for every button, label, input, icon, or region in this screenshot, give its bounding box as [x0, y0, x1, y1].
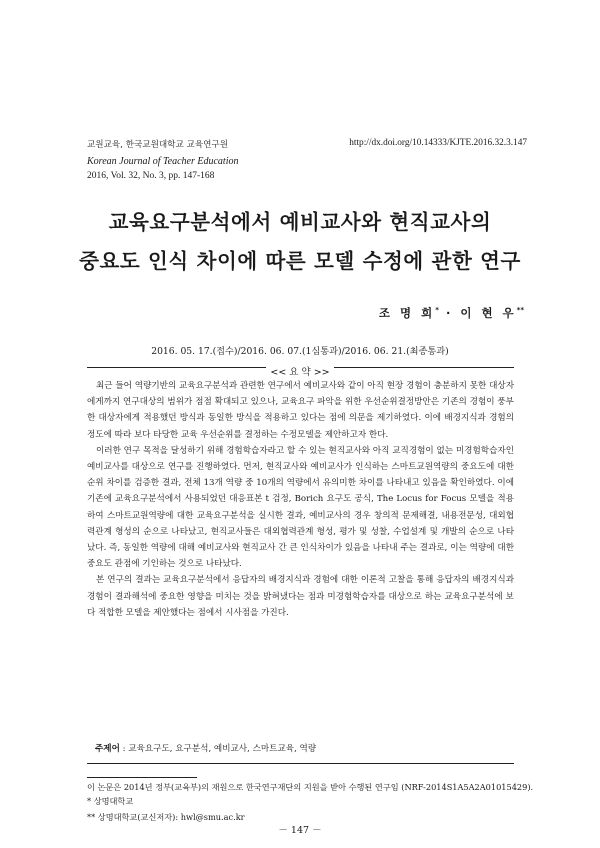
- footnote-funding: 이 논문은 2014년 정부(교육부)의 재원으로 한국연구재단의 지원을 받아 수행된 연구임 (NRF-2014S1A5A2A01015429).: [87, 782, 534, 792]
- abstract-paragraph-2: 이러한 연구 목적을 달성하기 위해 경험학습자라고 할 수 있는 현직교사와 아직 교직경험이 없는 미경험학습자인 예비교사를 대상으로 연구를 진행하였다. 먼저, 현직교사와 예비교사가 인식하는 스마트교원역량의 중요도에 대한 순위 차이를 검증한 결과, 전체 13개 역량 중 10개의 역량에서 유의미한 차이를 나타내고 있음을 확인하였다. 이에 기존에 교육요구분석에서 사용되었던 대응표본 t 검정, Borich 요구도 공식, The Locus for Focus 모델을 적용하여 스마트교원역량에 대한 교육요구분석을 실시한 결과, 예비교사의 경우 창의적 문제해결, 내용전문성, 대외협력관계 형성의 순으로 나타났고, 현직교사들은 대외협력관계 형성, 평가 및 성찰, 수업설계 및 개발의 순으로 나타났다. 즉, 동일한 역량에 대해 예비교사와 현직교사 간 큰 인식차이가 있음을 나타내 주는 결과로, 이는 역량에 대한 중요도 관점에 기인하는 것으로 나타났다.: [87, 445, 514, 570]
- keywords-separator: :: [119, 744, 129, 754]
- keywords-text: 교육요구도, 요구분석, 예비교사, 스마트교육, 역량: [128, 744, 317, 754]
- journal-name-ko: 교원교육, 한국교원대학교 교육연구원: [87, 140, 229, 150]
- footnotes: [87, 781, 533, 825]
- journal-header: [87, 138, 238, 185]
- volume-info: 2016, Vol. 32, No. 3, pp. 147-168: [87, 171, 215, 181]
- author-list: [379, 305, 524, 321]
- keywords-label: 주제어: [95, 744, 120, 754]
- footnote-rule: [87, 777, 197, 778]
- doi-link[interactable]: http://dx.doi.org/10.14333/KJTE.2016.32.3.147: [349, 138, 527, 148]
- keywords-bottom-rule: [87, 763, 514, 764]
- review-dates: 2016. 05. 17.(접수)/2016. 06. 07.(1심통과)/2016. 06. 21.(최종통과): [151, 346, 449, 357]
- keywords: [95, 742, 316, 754]
- page-number: － 147 －: [278, 825, 322, 836]
- author-1-mark: *: [435, 306, 439, 315]
- author-2: 이 현 우: [460, 306, 517, 320]
- footnote-affiliation-1: * 상명대학교: [87, 795, 134, 806]
- abstract-label: << 요 약 >>: [266, 367, 333, 378]
- abstract-paragraph-1: 최근 들어 역량기반의 교육요구분석과 관련한 연구에서 예비교사와 같이 아직 현장 경험이 충분하지 못한 대상자에게까지 연구대상의 범위가 점점 확대되고 있으나, 교육요구 파악을 위한 우선순위결정방안은 기존의 경험이 풍부한 대상자에게 적용했던 방식과 동일한 방식을 적용하고 있다는 점에 의문을 제기하였다. 이에 배경지식과 경험의 정도에 따라 보다 타당한 교육 우선순위를 결정하는 수정모델을 제안하고자 한다.: [87, 381, 514, 440]
- title-line-2: 중요도 인식 차이에 따른 모델 수정에 관한 연구: [79, 249, 521, 273]
- author-2-mark: **: [516, 306, 524, 315]
- paper-title: [0, 203, 600, 281]
- author-1: 조 명 희: [378, 306, 436, 320]
- abstract-body: [87, 378, 514, 621]
- abstract-paragraph-3: 본 연구의 결과는 교육요구분석에서 응답자의 배경지식과 경험에 대한 이론적 고찰을 통해 응답자의 배경지식과 경험이 결과해석에 중요한 영향을 미치는 것을 밝혀냈다는 점과 미경험학습자를 대상으로 하는 교육요구분석에 보다 적합한 모델을 제안했다는 점에서 시사점을 가진다.: [87, 575, 514, 618]
- journal-name-en: Korean Journal of Teacher Education: [87, 155, 239, 167]
- footnote-affiliation-2: ** 상명대학교(교신저자): hwl@smu.ac.kr: [87, 812, 245, 822]
- title-line-1: 교육요구분석에서 예비교사와 현직교사의: [108, 210, 492, 234]
- abstract-heading: [0, 360, 600, 379]
- author-separator: ·: [438, 306, 461, 320]
